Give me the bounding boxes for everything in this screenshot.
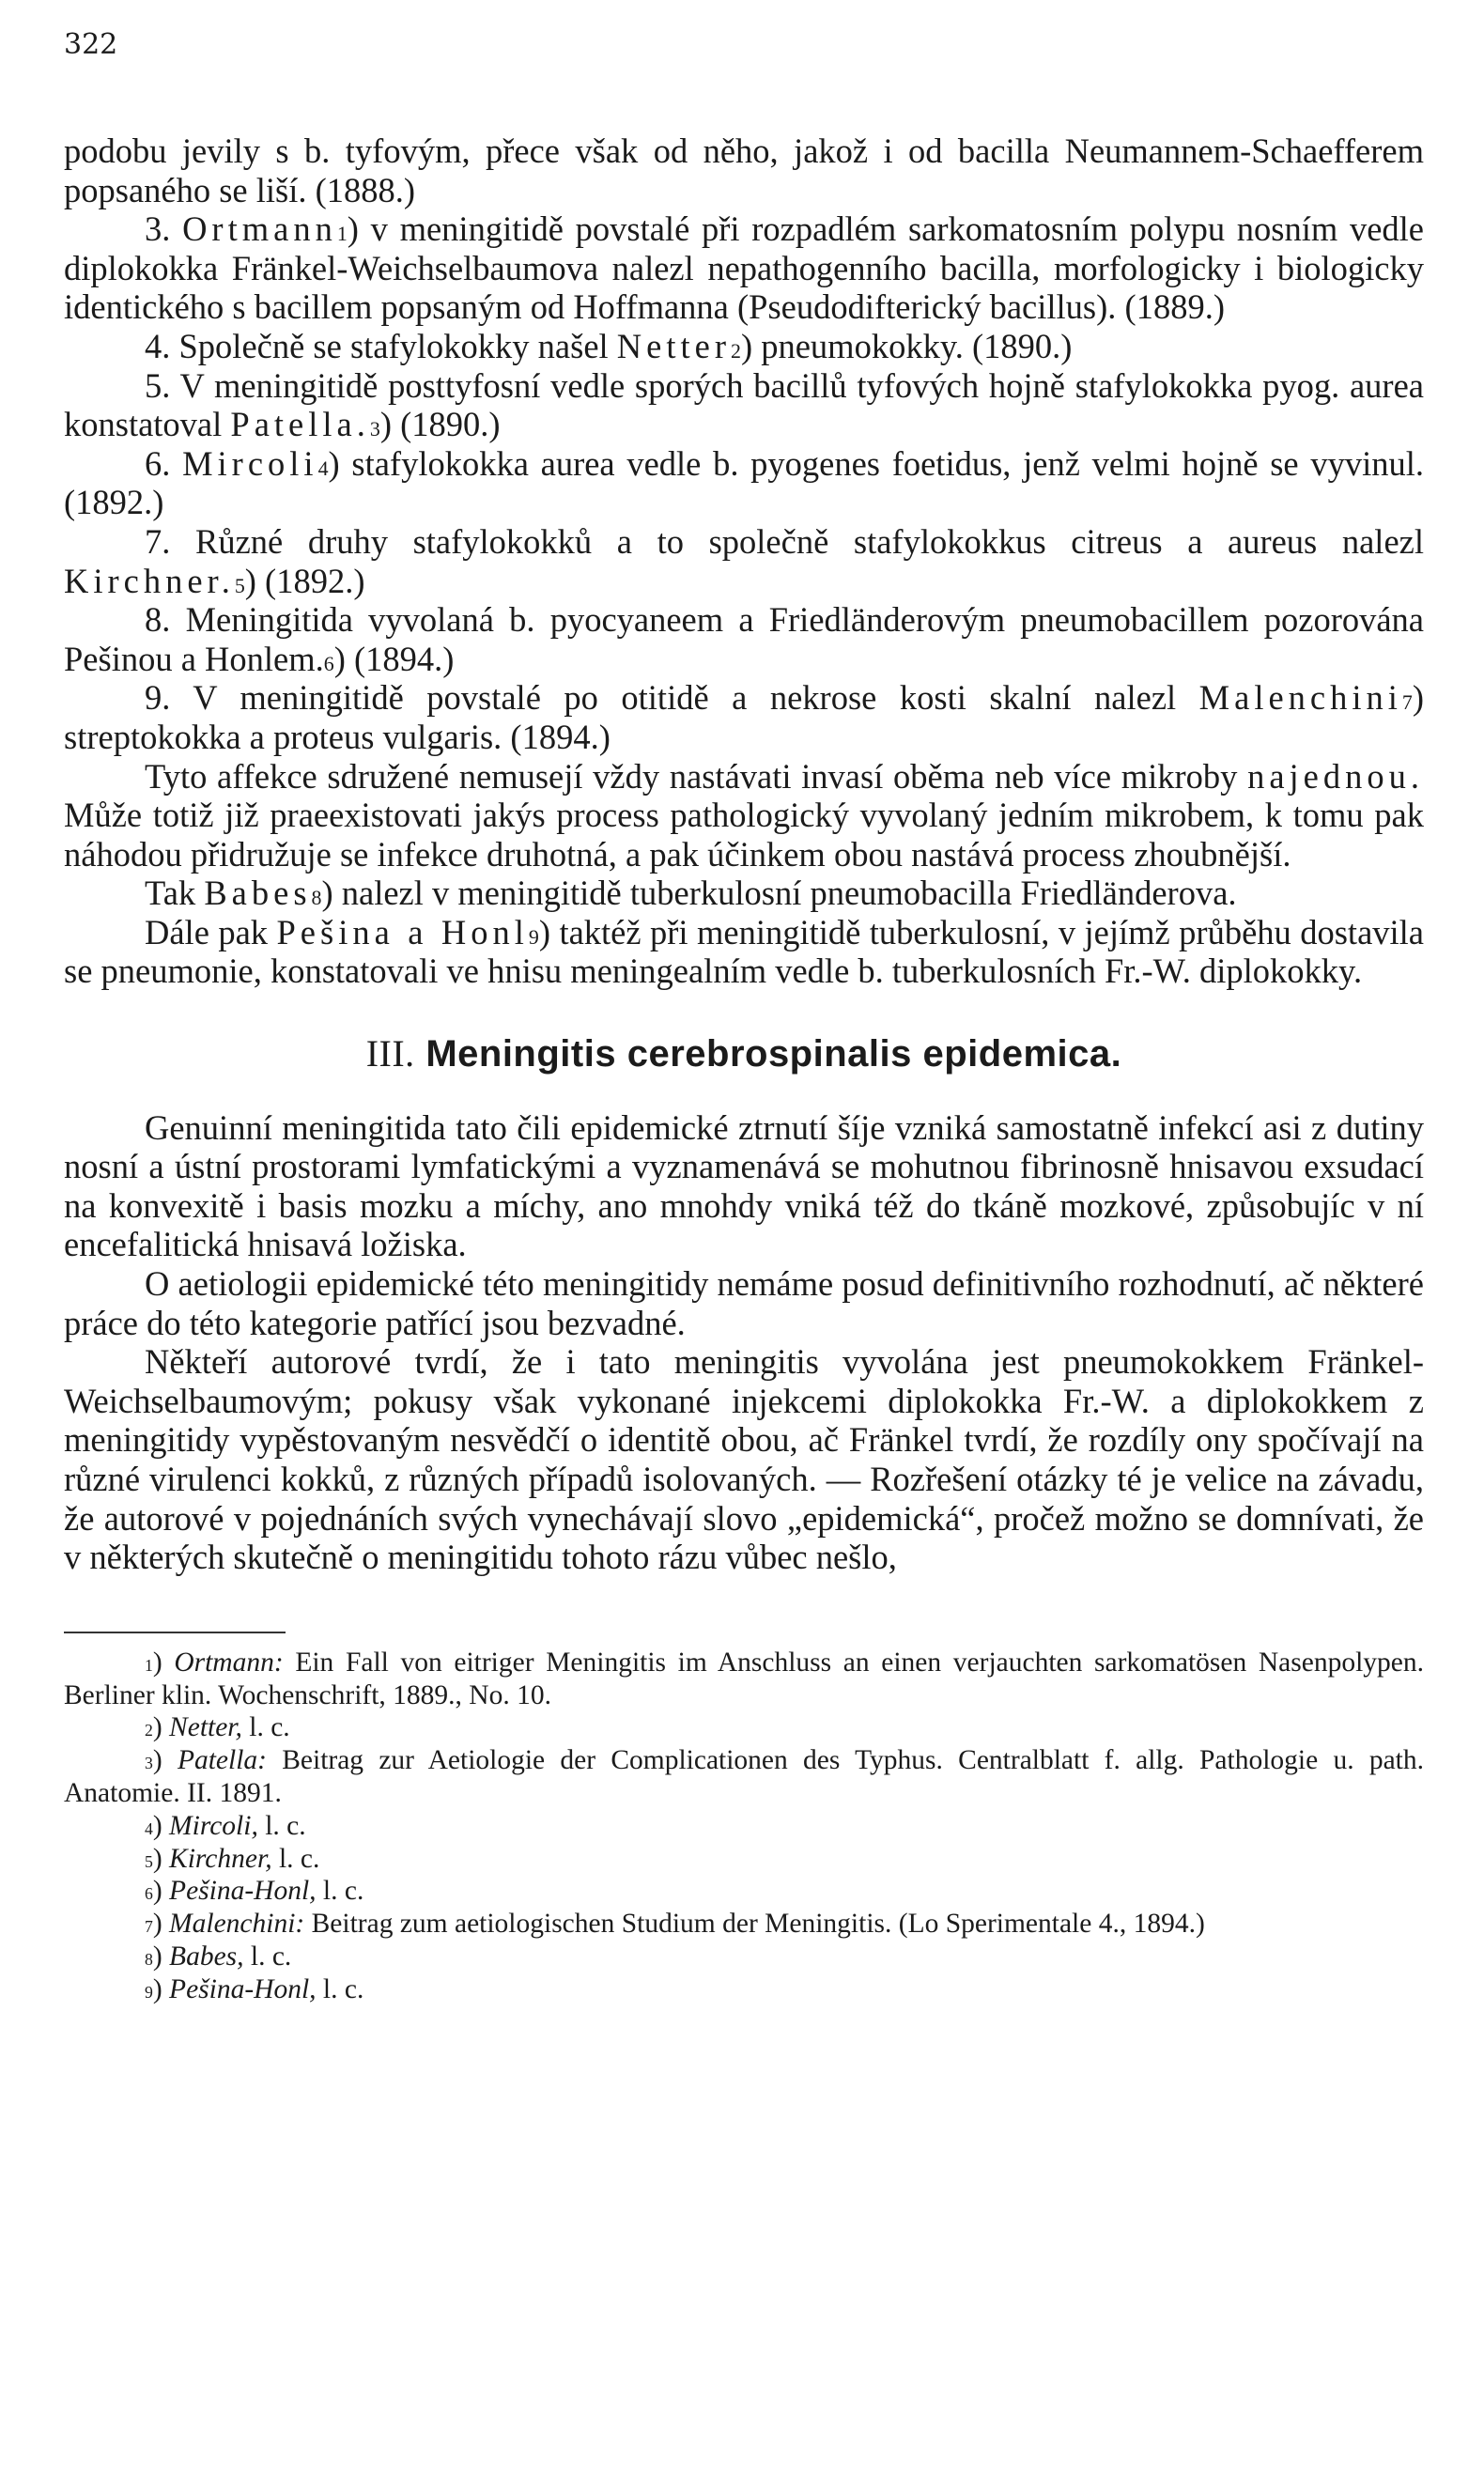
paragraph-babes: Tak Babes$^8$) nalezl v meningitidě tuberkulosní pneumobacilla Friedländerova. xyxy=(145,874,1237,913)
footnote-ref: 9 xyxy=(528,924,539,949)
footnote-ref: 4 xyxy=(317,456,329,480)
section-heading xyxy=(64,1034,1424,1075)
paragraph: Genuinní meningitida tato čili epidemické ztrnutí šíje vzniká samostatně infekcí asi z dutiny nosní a ústní prostorami lymfatickými a vyznamenává se mohutnou fibrinosně hnisavou exsudací na konvexitě i basis mozku a míchy, ano mnohdy vniká též do tkáně mozkové, způsobujíc v ní encefalitická hnisavá ložiska. xyxy=(64,1107,1424,1264)
paragraph-affekce: Tyto affekce sdružené nemusejí vždy nastávati invasí oběma neb více mikroby najednou. Může totiž již praeexistovati jakýs process pathologický vyvolaný jedním mikrobem, k tomu pak náhodou přidružuje se infekce druhotná, a pak účinkem obou nastává process zhoubnější. xyxy=(64,756,1424,874)
paragraph-4: 4. Společně se stafylokokky našel Netter$^2$) pneumokokky. (1890.) xyxy=(145,326,1073,365)
section-title: Meningitis cerebrospinalis epidemica. xyxy=(425,1033,1122,1075)
footnote: $^1$) Ortmann: Ein Fall von eitriger Meningitis im Anschluss an einen verjauchten sarkomatösen Nasenpolypen. Berliner klin. Wochenschrift, 1889., No. 10. xyxy=(64,1647,1425,1710)
footnote-ref: 6 xyxy=(323,651,334,675)
footnote: $^9$) Pešina-Honl, l. c. xyxy=(145,1973,364,2004)
author-name: Patella. xyxy=(230,405,370,444)
footnote: $^7$) Malenchini: Beitrag zum aetiologischen Studium der Meningitis. (Lo Sperimentale 4., 1894.) xyxy=(145,1909,1205,1940)
paragraph: O aetiologii epidemické této meningitidy nemáme posud definitivního rozhodnutí, ač některé práce do této kategorie patřící jsou bezvadné. xyxy=(64,1264,1424,1342)
body-text xyxy=(64,131,1424,2006)
author-name: Pešinou a Honlem. xyxy=(64,639,324,678)
footnote: $^3$) Patella: Beitrag zur Aetiologie der Complicationen des Typhus. Centralblatt f. allg. Pathologie u. path. Anatomie. II. 1891. xyxy=(64,1745,1424,1808)
author-name: Pešina a Honl xyxy=(276,912,529,951)
paragraph-8: 8. Meningitida vyvolaná b. pyocyaneem a Friedländerovým pneumobacillem pozorována Pešinou a Honlem.$^6$) (1894.) xyxy=(64,600,1424,678)
footnote-ref: 3 xyxy=(369,417,380,441)
paragraph-pesina: Dále pak Pešina a Honl$^9$) taktéž při meningitidě tuberkulosní, v jejímž průběhu dostavila se pneumonie, konstatovali ve hnisu meningealním vedle b. tuberkulosních Fr.-W. diplokokky. xyxy=(64,912,1425,991)
author-name: Mircoli xyxy=(182,443,318,483)
author-name: Ortmann xyxy=(182,209,337,249)
footnote: $^2$) Netter, l. c. xyxy=(145,1712,290,1743)
footnote-ref: 8 xyxy=(311,886,322,910)
paragraph: Někteří autorové tvrdí, že i tato meningitis vyvolána jest pneumokokkem Fränkel-Weichselbaumovým; pokusy však vykonané injekcemi diplokokka Fr.-W. a diplokokkem z meningitidy vypěstovaným nesvědčí o identitě obou, ač Fränkel tvrdí, že rozdíly ony spočívají na různé virulenci kokků, z různých případů isolovaných. — Rozřešení otázky té je velice na závadu, že autorové v pojednáních svých vynechávají slovo „epidemická“, pročež možno se domnívati, že v některých skutečně o meningitidu tohoto rázu vůbec nešlo, xyxy=(64,1342,1424,1577)
paragraph-5: 5. V meningitidě posttyfosní vedle sporých bacillů tyfových hojně stafylokokka pyog. aurea konstatoval Patella.$^3$) (1890.) xyxy=(64,365,1424,444)
author-name: Babes xyxy=(204,874,312,913)
footnote: $^4$) Mircoli, l. c. xyxy=(145,1810,306,1841)
footnote: $^6$) Pešina-Honl, l. c. xyxy=(145,1876,364,1907)
footnote-divider xyxy=(64,1632,286,1633)
author-name: Malenchini xyxy=(1198,678,1402,718)
author-name: Kirchner. xyxy=(64,561,235,600)
paragraph-7: 7. Různé druhy stafylokokků a to společně stafylokokkus citreus a aureus nalezl Kirchner.$^5$) (1892.) xyxy=(64,521,1424,600)
paragraph-9: 9. V meningitidě povstalé po otitidě a nekrose kosti skalní nalezl Malenchini$^7$) streptokokka a proteus vulgaris. (1894.) xyxy=(64,678,1425,756)
footnote-ref: 2 xyxy=(731,338,741,363)
footnote-ref: 7 xyxy=(1401,690,1413,715)
section-number: III. xyxy=(365,1032,415,1075)
footnote: $^5$) Kirchner, l. c. xyxy=(145,1843,320,1874)
paragraph-3: 3. Ortmann$^1$) v meningitidě povstalé při rozpadlém sarkomatosním polypu nosním vedle diplokokka Fränkel-Weichselbaumova nalezl nepathogenního bacilla, morfologicky i biologicky identického s bacillem popsaným od Hoffmanna (Pseudodifterický bacillus). (1889.) xyxy=(64,209,1424,327)
author-name: Netter xyxy=(616,326,731,365)
emphasis: najednou. xyxy=(1247,756,1424,796)
footnote-ref: 1 xyxy=(336,222,348,246)
footnote-ref: 5 xyxy=(234,573,245,597)
paragraph: podobu jevily s b. tyfovým, přece však od něho, jakož i od bacilla Neumannem-Schaefferem popsaného se liší. (1888.) xyxy=(64,131,1424,209)
footnotes xyxy=(64,1647,1424,2006)
footnote: $^8$) Babes, l. c. xyxy=(145,1941,292,1972)
paragraph-6: 6. Mircoli$^4$) stafylokokka aurea vedle b. pyogenes foetidus, jenž velmi hojně se vyvinul. (1892.) xyxy=(64,443,1424,522)
page-number: 322 xyxy=(64,28,118,61)
